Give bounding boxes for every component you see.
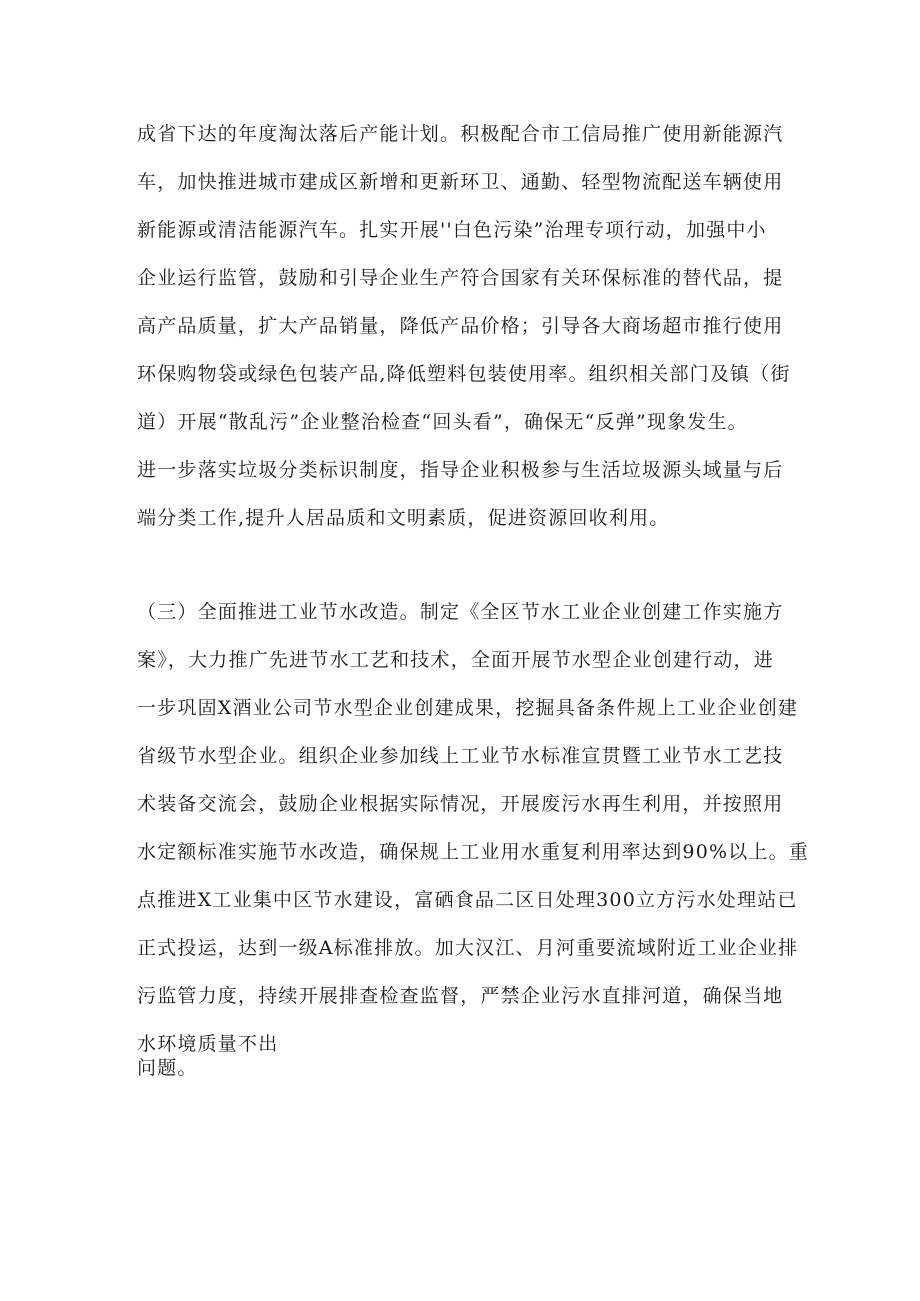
paragraph-2-line: 术装备交流会，鼓励企业根据实际情况，开展废污水再生利用，并按照用 (137, 793, 784, 815)
paragraph-2-line: 省级节水型企业。组织企业参加线上工业节水标准宣贯暨工业节水工艺技 (137, 745, 784, 767)
paragraph-2-line: 案》，大力推广先进节水工艺和技术，全面开展节水型企业创建行动，进 (137, 649, 774, 671)
paragraph-2-line: 水定额标准实施节水改造，确保规上工业用水重复利用率达到90%以上。重 (137, 841, 810, 863)
paragraph-1-line: 环保购物袋或绿色包装产品,降低塑料包装使用率。组织相关部门及镇（街 (137, 363, 791, 385)
paragraph-1-line: 新能源或清洁能源汽车。扎实开展''白色污染”治理专项行动，加强中小 (137, 219, 767, 241)
paragraph-2-line: 问题。 (137, 1057, 198, 1079)
paragraph-2-line: 正式投运，达到一级A标准排放。加大汉江、月河重要流域附近工业企业排 (137, 937, 799, 959)
paragraph-2-line: 污监管力度，持续开展排查检查监督，严禁企业污水直排河道，确保当地 (137, 985, 784, 1007)
paragraph-1-line: 进一步落实垃圾分类标识制度，指导企业积极参与生活垃圾源头域量与后 (137, 459, 784, 481)
paragraph-1-line: 端分类工作,提升人居品质和文明素质，促进资源回收利用。 (137, 507, 670, 529)
paragraph-2-line: 水环境质量不出 (137, 1033, 279, 1055)
paragraph-1-line: 车，加快推进城市建成区新增和更新环卫、通勤、轻型物流配送车辆使用 (137, 171, 784, 193)
paragraph-1-line: 企业运行监管，鼓励和引导企业生产符合国家有关环保标准的替代品，提 (137, 267, 784, 289)
paragraph-1-line: 高产品质量，扩大产品销量，降低产品价格；引导各大商场超市推行使用 (137, 315, 784, 337)
paragraph-2-line: （三）全面推进工业节水改造。制定《全区节水工业企业创建工作实施方 (137, 601, 784, 623)
paragraph-2-line: 一步巩固X酒业公司节水型企业创建成果，挖掘具备条件规上工业企业创建 (137, 697, 799, 719)
paragraph-2-line: 点推进X工业集中区节水建设，富硒食品二区日处理300立方污水处理站已 (137, 889, 798, 911)
paragraph-1-line: 道）开展“散乱污”企业整治检查“回头看”，确保无“反弹”现象发生。 (137, 411, 748, 433)
paragraph-1-line: 成省下达的年度淘汰落后产能计划。积极配合市工信局推广使用新能源汽 (137, 123, 784, 145)
